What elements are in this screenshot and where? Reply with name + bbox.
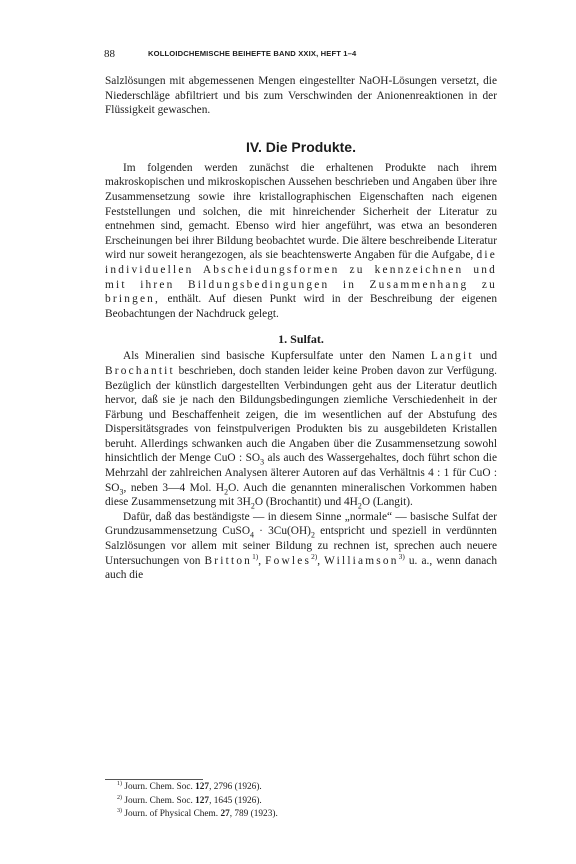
text-run: Im folgenden werden zunächst die erhaltenen Produkte nach ihrem makroskopischen und mikroskopischen Aussehen beschrieben und Angaben über ihre Zusammensetzung sowie ihre kristallographischen Eigenschaften nach eigenen Feststellungen und solchen, die mit hinreichender Sicherheit der Literatur zu entnehmen sind, gemacht. Ebenso wird hier angeführt, was etwa an besonderen Erscheinungen bei ihrer Bildung beobachtet wurde. Die ältere beschreibende Literatur wird nur soweit herangezogen, als sie beachtenswerte Angaben für die Aufgabe, [105,161,497,262]
footnotes [105,781,497,822]
subscript: 3 [119,486,124,496]
text-run: beschrieben, doch standen leider keine Proben davon zur Verfügung. Bezüglich der künstlich dargestellten Verbindungen geht aus der Literatur deutlich hervor, daß sie je nach den Bildungsbedingungen ziemliche Verschiedenheit in der Färbung und Beschaffenheit zeigen, die im wesentlichen auf der Abstufung des Dispersitätsgrades von feinstpulverigen Produkten bis zu ausgebildeten Kristallen beruht. Allerdings schwanken auch die Angaben über die Zusammensetzung sowohl hinsichtlich der Menge CuO : SO [105,364,497,465]
footnote-1 [105,781,497,795]
footnote-3 [105,808,497,822]
text-run: O (Langit). [361,496,413,509]
footnote-mark: 3) [117,808,123,815]
footnote-volume: 127 [195,795,210,806]
footnote-2 [105,795,497,809]
footnote-volume: 27 [220,809,230,820]
text-run: · 3Cu(OH) [254,525,311,538]
mineral-name-langit: Langit [430,350,474,363]
footnote-rule [105,779,203,780]
intro-paragraph: Salzlösungen mit abgemessenen Mengen eingestellter NaOH-Lösungen versetzt, die Niederschläge abfiltriert und bis zum Verschwinden der Anionenreaktionen in der Flüssigkeit gewaschen. [105,75,497,117]
subscript: 3 [260,457,265,467]
running-head: KOLLOIDCHEMISCHE BEIHEFTE BAND XXIX, HEFT 1–4 [148,49,357,58]
page-header [104,48,496,62]
footnote-volume: 127 [195,782,210,792]
spaced-emphasis: die individuellen Abscheidungsformen zu kennzeichnen und mit ihren Bildungsbedingungen in Zusammenhang zu bringen, [105,249,497,306]
subscript: 2 [250,501,255,511]
footnote-text: Journ. Chem. Soc. [124,782,193,792]
text-run: Als Mineralien sind basische Kupfersulfate unter den Namen [123,350,431,363]
subsection-heading: 1. Sulfat. [278,332,324,347]
text-run: entspricht und speziell in verdünnten Salzlösungen vor allem mit seiner Bildung zu rechnen ist, sprechen auch neuere Untersuchungen von [105,525,497,567]
footnote-mark: 1) [117,780,123,787]
sulfat-paragraph-2 [105,510,497,583]
footnote-text: , 789 (1923). [229,809,278,820]
text-run: O (Brochantit) und 4H [254,496,358,509]
page-number: 88 [104,48,115,60]
section-heading: IV. Die Produkte. [246,138,356,155]
text-run: Dafür, daß das beständigste — in diesem Sinne „normale“ — basische Sulfat der Grundzusammensetzung CuSO [105,510,497,538]
footnote-ref[interactable]: 2) [311,551,318,561]
section-paragraph [105,161,497,322]
footnote-ref[interactable]: 3) [398,551,405,561]
footnote-text: Journ. of Physical Chem. [124,809,219,820]
subscript: 4 [250,530,255,540]
text-run: und [473,350,497,363]
text-run: O. Auch die genannten mineralischen Vorkommen haben diese Zusammensetzung mit 3H [105,481,497,509]
text-run: , neben 3—4 Mol. H [123,481,225,494]
body-text [105,74,497,583]
author-britton: Britton [204,554,253,567]
footnote-ref[interactable]: 1) [252,551,259,561]
footnote-text: , 2796 (1926). [209,782,262,792]
sulfat-paragraph-1 [105,349,497,510]
subscript: 2 [310,530,315,540]
subscript: 2 [357,501,362,511]
text-run: u. a., wenn danach auch die [105,554,498,582]
text-run: als auch des Wassergehaltes, doch führt schon die Mehrzahl der zahlreichen Analysen älterer Autoren auf das Verhältnis 4 : 1 für CuO : SO [105,452,497,494]
author-williamson: Williamson [324,554,399,567]
text-run: , [258,554,266,567]
footnote-text: Journ. Chem. Soc. [124,795,193,806]
text-run: enthält. Auf diesen Punkt wird in der Beschreibung der eigenen Beobachtungen der Nachdruck gelegt. [105,293,497,320]
subscript: 2 [224,486,229,496]
text-run: , [317,554,325,567]
author-fowles: Fowles [265,554,312,567]
footnote-mark: 2) [117,794,123,801]
mineral-name-brochantit: Brochantit [105,364,175,377]
footnote-text: , 1645 (1926). [209,795,262,806]
